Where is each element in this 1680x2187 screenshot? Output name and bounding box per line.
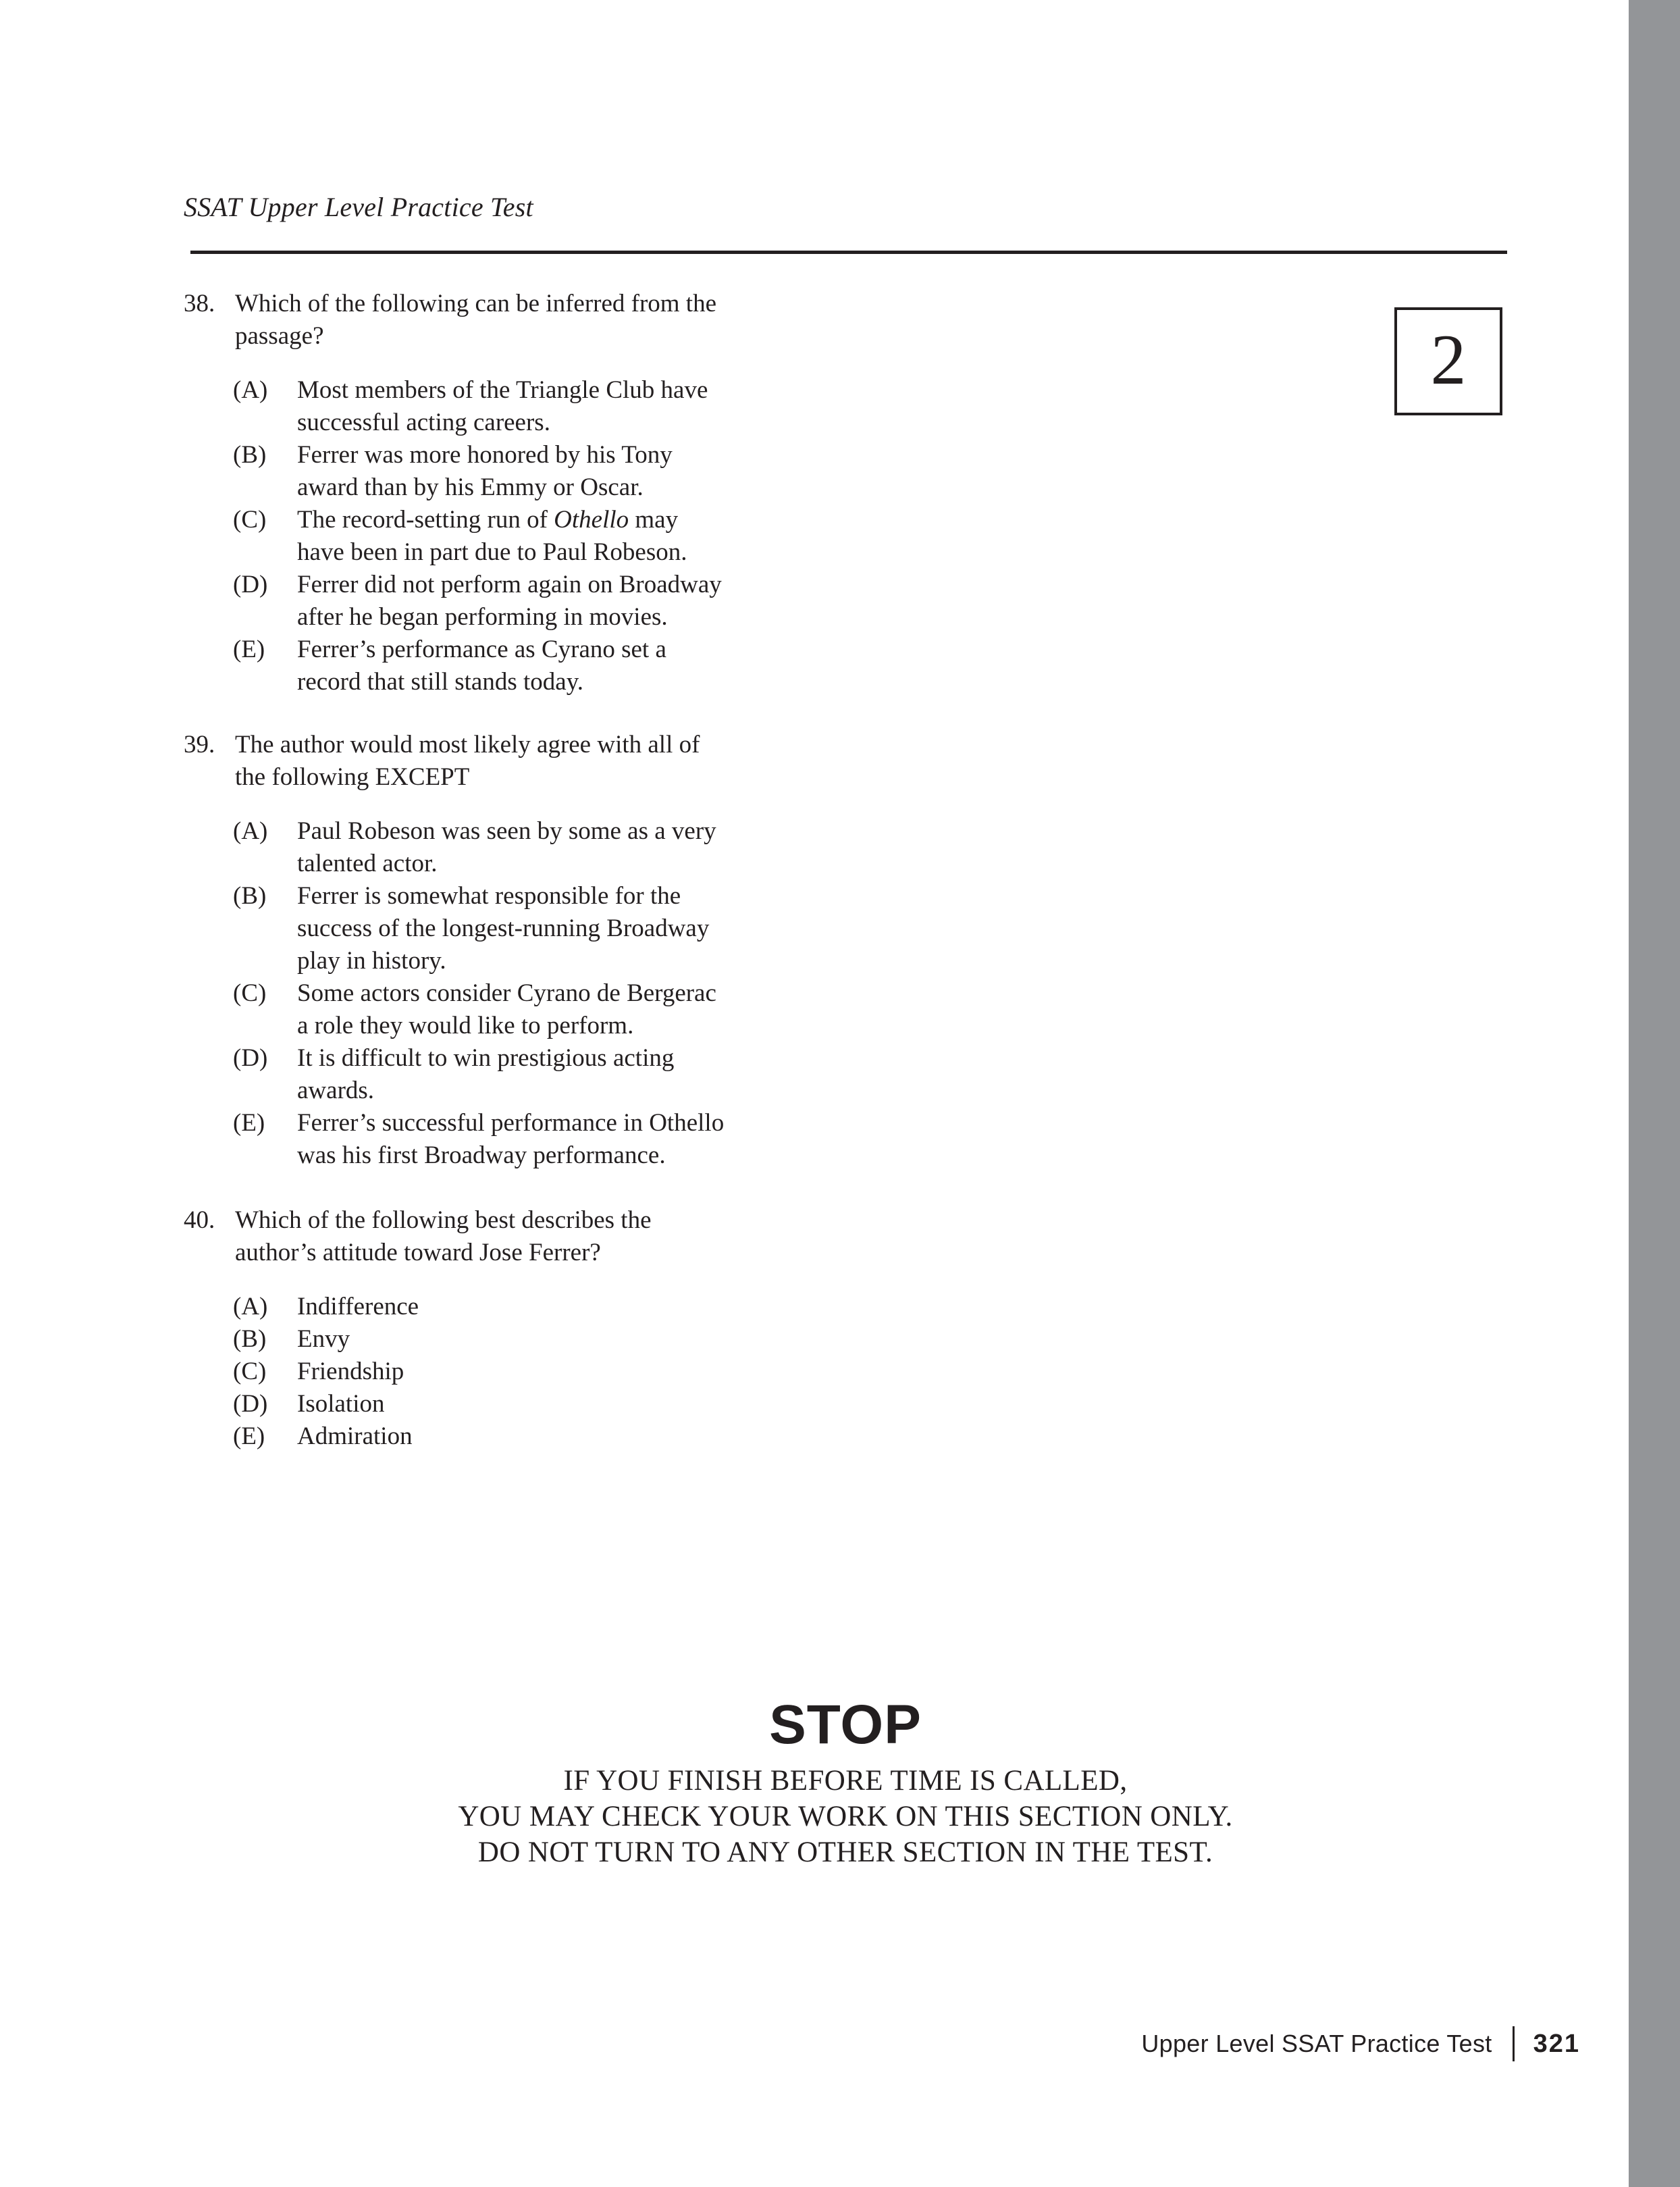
choice-text: Ferrer’s performance as Cyrano set a record that still stands today. — [297, 636, 666, 696]
choice-option[interactable] — [233, 1323, 731, 1356]
question-stem — [184, 288, 731, 353]
question-block — [184, 1204, 731, 1453]
choice-option[interactable] — [233, 1388, 731, 1420]
question-text: The author would most likely agree with all of the following EXCEPT — [235, 731, 700, 791]
choice-text: Ferrer’s successful performance in Othello was his first Broadway performance. — [297, 1109, 725, 1169]
footer-divider — [1513, 2026, 1515, 2061]
choice-option[interactable] — [233, 1042, 731, 1107]
page-number: 321 — [1533, 2030, 1580, 2058]
choice-option[interactable] — [233, 1420, 731, 1453]
question-stem — [184, 1204, 731, 1269]
choice-option[interactable] — [233, 634, 731, 698]
stop-notice — [184, 1694, 1507, 1870]
question-text: Which of the following can be inferred from the passage? — [235, 290, 717, 350]
choice-text: Indifference — [297, 1293, 419, 1320]
choice-text: Ferrer was more honored by his Tony award than by his Emmy or Oscar. — [297, 441, 673, 501]
question-number: 38. — [184, 290, 215, 317]
choice-text: Most members of the Triangle Club have successful acting careers. — [297, 376, 708, 436]
choice-label: (B) — [233, 882, 267, 910]
section-number-box — [1394, 307, 1502, 415]
choice-option[interactable] — [233, 880, 731, 977]
question-number: 39. — [184, 731, 215, 758]
choice-text: Admiration — [297, 1422, 413, 1450]
choice-label: (E) — [233, 1109, 265, 1137]
choice-label: (C) — [233, 1358, 267, 1385]
choice-label: (E) — [233, 1422, 265, 1450]
choice-text: Ferrer did not perform again on Broadway after he began performing in movies. — [297, 571, 722, 631]
stop-instruction-line-2: YOU MAY CHECK YOUR WORK ON THIS SECTION ONLY. — [458, 1801, 1233, 1832]
stop-instructions — [184, 1763, 1507, 1870]
stop-instruction-line-3: DO NOT TURN TO ANY OTHER SECTION IN THE TEST. — [477, 1836, 1213, 1868]
choice-option[interactable] — [233, 1291, 731, 1323]
choice-option[interactable] — [233, 504, 731, 569]
section-number: 2 — [1430, 319, 1467, 399]
choice-option[interactable] — [233, 1107, 731, 1172]
choice-text: Isolation — [297, 1390, 385, 1418]
choice-label: (D) — [233, 1044, 268, 1072]
choice-option[interactable] — [233, 1356, 731, 1388]
choice-list — [184, 374, 731, 698]
question-block — [184, 729, 731, 1172]
running-head: SSAT Upper Level Practice Test — [184, 192, 533, 222]
choice-text: Paul Robeson was seen by some as a very talented actor. — [297, 817, 716, 877]
choice-label: (B) — [233, 1325, 267, 1353]
choice-label: (D) — [233, 1390, 268, 1418]
footer-label: Upper Level SSAT Practice Test — [1141, 2030, 1492, 2057]
choice-label: (A) — [233, 817, 268, 845]
choice-label: (E) — [233, 636, 265, 663]
choice-label: (A) — [233, 1293, 268, 1320]
page-footer — [675, 2024, 1580, 2064]
question-block — [184, 288, 731, 698]
question-text: Which of the following best describes the author’s attitude toward Jose Ferrer? — [235, 1206, 652, 1266]
right-edge-bar — [1629, 0, 1680, 2187]
choice-text: It is difficult to win prestigious acting awards. — [297, 1044, 675, 1104]
choice-list — [184, 1291, 731, 1453]
choice-option[interactable] — [233, 374, 731, 439]
choice-text: Some actors consider Cyrano de Bergerac a role they would like to perform. — [297, 979, 716, 1039]
choice-text: Friendship — [297, 1358, 404, 1385]
question-stem — [184, 729, 731, 794]
choice-label: (A) — [233, 376, 268, 404]
stop-instruction-line-1: IF YOU FINISH BEFORE TIME IS CALLED, — [563, 1765, 1128, 1797]
choice-option[interactable] — [233, 815, 731, 880]
header-divider-rule — [190, 251, 1507, 254]
choice-text: Envy — [297, 1325, 350, 1353]
question-number: 40. — [184, 1206, 215, 1234]
choice-option[interactable] — [233, 977, 731, 1042]
choice-label: (B) — [233, 441, 267, 469]
stop-heading: STOP — [769, 1694, 922, 1755]
choice-label: (D) — [233, 571, 268, 598]
choice-list — [184, 815, 731, 1172]
choice-label: (C) — [233, 979, 267, 1007]
choice-option[interactable] — [233, 439, 731, 504]
choice-label: (C) — [233, 506, 267, 534]
choice-text: The record-setting run of Othello may have been in part due to Paul Robeson. — [297, 506, 687, 566]
choice-text: Ferrer is somewhat responsible for the success of the longest-running Broadway play in history. — [297, 882, 710, 975]
choice-option[interactable] — [233, 569, 731, 634]
